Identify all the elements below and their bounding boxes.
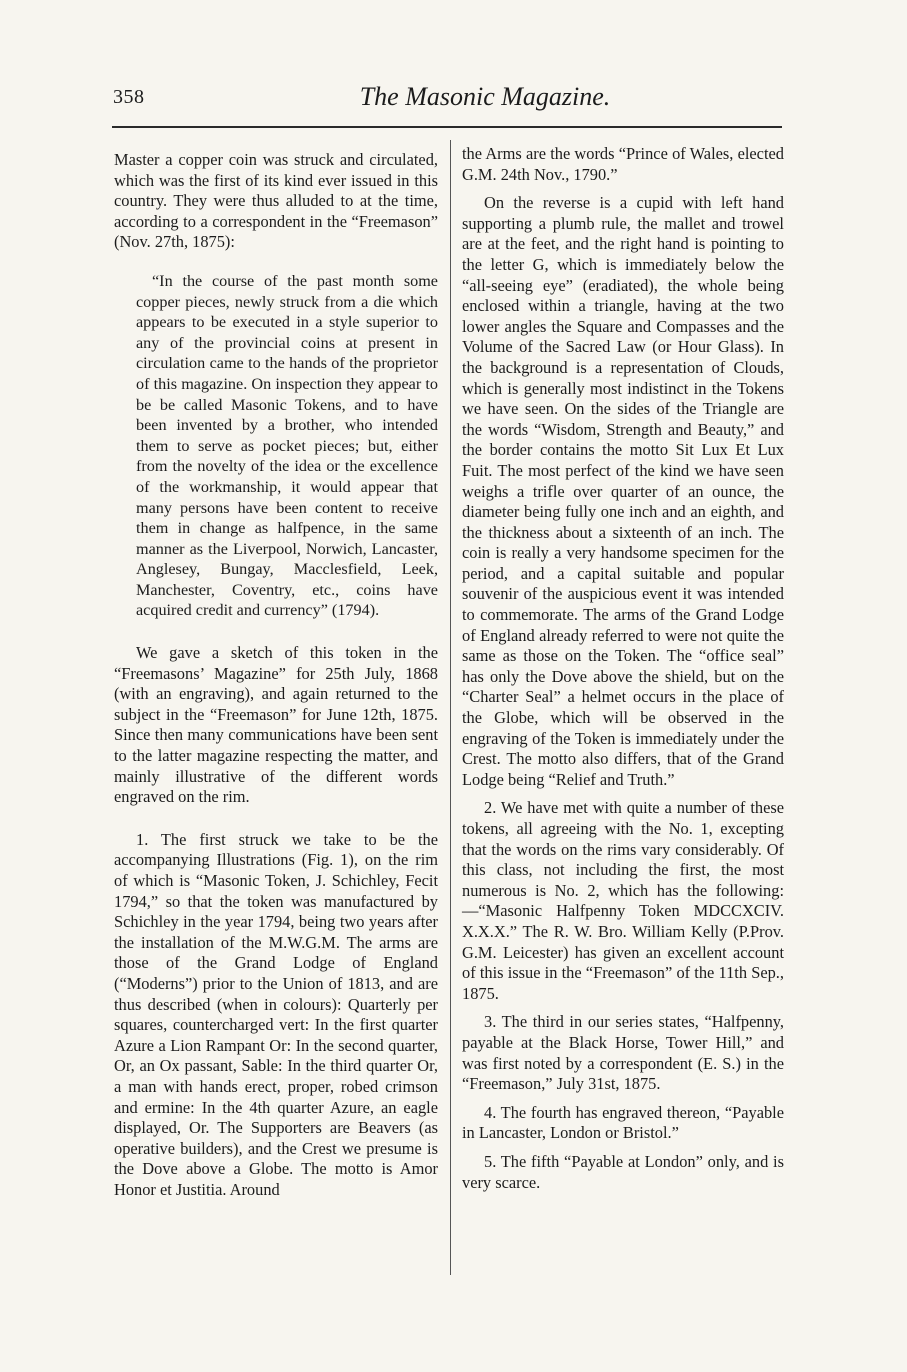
left-paragraph-3: 1. The first struck we take to be the accompanying Illustrations (Fig. 1), on the rim of which is “Masonic Token, J. Schichley, Fecit 1794,” so that the token was manufactured by Schichley in the year 1794, being two years after the installation of the M.W.G.M. The arms are those of the Grand Lodge of England (“Moderns”) prior to the Union of 1813, and are thus described (when in colours): Quarterly per squares, countercharged vert: In the first quarter Azure a Lion Rampant Or: In the second quarter, Or, an Ox passant, Sable: In the third quarter Or, a man with hands erect, proper, robed crimson and ermine: In the 4th quarter Azure, an eagle displayed, Or. The Supporters are Beavers (as operative builders), and the Crest we presume is the Dove above a Globe. The motto is Amor Honor et Justitia. Around [114,829,438,1199]
running-title: The Masonic Magazine. [359,82,611,111]
block-quote: “In the course of the past month some copper pieces, newly struck from a die which appears to be executed in a style superior to any of the provincial coins at present in circulation came to the hands of the proprietor of this magazine. On inspection they appear to be be called Masonic Tokens, and to have been invented by a brother, who intended them to serve as pocket pieces; but, either from the novelty of the idea or the excellence of the workmanship, it would appear that many persons have been content to receive them in change as halfpence, in the same manner as the Liverpool, Norwich, Lancaster, Anglesey, Bungay, Macclesfield, Leek, Manchester, Coventry, etc., coins have acquired credit and currency” (1794). [136,271,438,620]
right-paragraph-4: 3. The third in our series states, “Halfpenny, payable at the Black Horse, Tower Hill,” and was first noted by a correspondent (E. S.) in the “Freemason,” July 31st, 1875. [462,1012,784,1094]
left-column [114,150,438,1201]
column-divider [450,140,451,1275]
right-paragraph-1: the Arms are the words “Prince of Wales, elected G.M. 24th Nov., 1790.” [462,144,784,184]
left-paragraph-2: We gave a sketch of this token in the “Freemasons’ Magazine” for 25th July, 1868 (with an engraving), and again returned to the subject in the “Freemason” for June 12th, 1875. Since then many communications have been sent to the latter magazine respecting the matter, and mainly illustrative of the different words engraved on the rim. [114,643,438,807]
right-paragraph-3: 2. We have met with quite a number of these tokens, all agreeing with the No. 1, excepting that the words on the rims vary considerably. Of this class, not including the first, the most numerous is No. 2, which has the following:—“Masonic Halfpenny Token MDCCXCIV. X.X.X.” The R. W. Bro. William Kelly (P.Prov. G.M. Leicester) has given an excellent account of this issue in the “Freemason” of the 11th Sep., 1875. [462,798,784,1003]
right-column [462,144,784,1193]
left-paragraph-1: Master a copper coin was struck and circulated, which was the first of its kind ever issued in this country. They were thus alluded to at the time, according to a correspondent in the “Freemason” (Nov. 27th, 1875): [114,150,438,252]
header-rule [112,126,782,128]
right-paragraph-5: 4. The fourth has engraved thereon, “Payable in Lancaster, London or Bristol.” [462,1102,784,1143]
right-paragraph-2: On the reverse is a cupid with left hand supporting a plumb rule, the mallet and trowel are at the feet, and the right hand is pointing to the letter G, which is immediately below the “all-seeing eye” (eradiated), the whole being enclosed within a triangle, having at the two lower angles the Square and Compasses and the Volume of the Sacred Law (or Hour Glass). In the background is a representation of Clouds, which is generally most indistinct in the Tokens we have seen. On the sides of the Triangle are the words “Wisdom, Strength and Beauty,” and the border contains the motto Sit Lux Et Lux Fuit. The most perfect of the kind we have seen weighs a trifle over quarter of an ounce, the diameter being fully one inch and an eighth, and the thickness about a sixteenth of an inch. The coin is really a very handsome specimen for the period, and a capital suitable and popular souvenir of the auspicious event it was intended to commemorate. The arms of the Grand Lodge of England already referred to were not quite the same as those on the Token. The “office seal” has only the Dove above the shield, but on the “Charter Seal” a helmet occurs in the place of the Globe, which will be observed in the engraving of the Token is immediately under the Crest. The motto also differs, that of the Grand Lodge being “Relief and Truth.” [462,193,784,789]
page-number: 358 [113,86,145,108]
right-paragraph-6: 5. The fifth “Payable at London” only, and is very scarce. [462,1151,784,1192]
